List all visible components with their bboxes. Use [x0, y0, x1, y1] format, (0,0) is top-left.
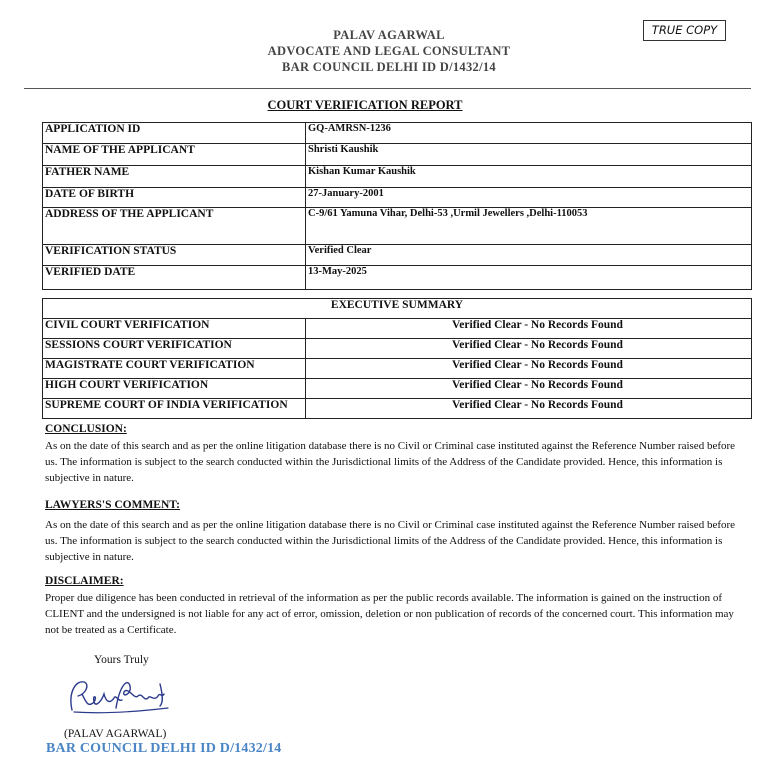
summary-value: Verified Clear - No Records Found: [306, 399, 752, 419]
table-row: [43, 359, 752, 379]
detail-value: C-9/61 Yamuna Vihar, Delhi-53 ,Urmil Jewellers ,Delhi-110053: [306, 208, 752, 245]
header-divider: [24, 88, 751, 89]
detail-label: VERIFIED DATE: [43, 266, 306, 290]
table-row: [43, 208, 752, 245]
detail-value: Kishan Kumar Kaushik: [306, 166, 752, 188]
detail-value: Shristi Kaushik: [306, 144, 752, 166]
detail-label: DATE OF BIRTH: [43, 188, 306, 208]
summary-value: Verified Clear - No Records Found: [306, 319, 752, 339]
disclaimer-heading: DISCLAIMER:: [45, 575, 124, 587]
detail-label: APPLICATION ID: [43, 123, 306, 144]
detail-label: FATHER NAME: [43, 166, 306, 188]
summary-label: CIVIL COURT VERIFICATION: [43, 319, 306, 339]
detail-label: ADDRESS OF THE APPLICANT: [43, 208, 306, 245]
detail-value: Verified Clear: [306, 245, 752, 266]
detail-label: VERIFICATION STATUS: [43, 245, 306, 266]
table-row: [43, 399, 752, 419]
table-row: [43, 319, 752, 339]
table-row: [43, 245, 752, 266]
executive-summary-table: [42, 298, 752, 419]
applicant-details-table: [42, 122, 752, 290]
detail-value: 27-January-2001: [306, 188, 752, 208]
signature: [64, 672, 174, 720]
table-row: [43, 188, 752, 208]
summary-value: Verified Clear - No Records Found: [306, 359, 752, 379]
summary-label: SUPREME COURT OF INDIA VERIFICATION: [43, 399, 306, 419]
summary-label: HIGH COURT VERIFICATION: [43, 379, 306, 399]
table-row: [43, 123, 752, 144]
summary-label: MAGISTRATE COURT VERIFICATION: [43, 359, 306, 379]
true-copy-stamp: TRUE COPY: [643, 20, 726, 41]
signatory-name: (PALAV AGARWAL): [64, 728, 167, 740]
summary-heading: EXECUTIVE SUMMARY: [43, 299, 752, 319]
summary-value: Verified Clear - No Records Found: [306, 379, 752, 399]
detail-label: NAME OF THE APPLICANT: [43, 144, 306, 166]
summary-label: SESSIONS COURT VERIFICATION: [43, 339, 306, 359]
conclusion-text: As on the date of this search and as per the online litigation database there is no Civil or Criminal case instituted against the Reference Number raised before us. The information is subject to the search conducted within the Jurisdictional limits of the Address of the Candidate provided. Hence, this information is subjective in nature.: [45, 440, 736, 484]
summary-value: Verified Clear - No Records Found: [306, 339, 752, 359]
detail-value: 13-May-2025: [306, 266, 752, 290]
table-row: [43, 166, 752, 188]
table-row: [43, 379, 752, 399]
table-row: [43, 144, 752, 166]
report-title: COURT VERIFICATION REPORT: [267, 98, 463, 112]
conclusion-heading: CONCLUSION:: [45, 423, 127, 435]
table-row: [43, 266, 752, 290]
lawyers-comment-heading: LAWYERS'S COMMENT:: [45, 499, 180, 511]
disclaimer-text: Proper due diligence has been conducted in retrieval of the information as per the public records available. The information is gained on the instruction of CLIENT and the undersigned is not liable for any act of error, omission, deletion or non publication of records of the concerned court. This information may not be treated as a Certificate.: [45, 592, 734, 636]
lawyers-comment-text: As on the date of this search and as per the online litigation database there is no Civil or Criminal case instituted against the Reference Number raised before us. The information is subject to the search conducted within the Jurisdictional limits of the Address of the Candidate provided. Hence, this information is subjective in nature.: [45, 519, 736, 563]
table-header-row: [43, 299, 752, 319]
footer-bar-council-id: BAR COUNCIL DELHI ID D/1432/14: [46, 741, 282, 756]
closing-text: Yours Truly: [94, 654, 149, 666]
table-row: [43, 339, 752, 359]
bar-council-id: BAR COUNCIL DELHI ID D/1432/14: [282, 60, 496, 74]
detail-value: GQ-AMRSN-1236: [306, 123, 752, 144]
firm-name: PALAV AGARWAL: [333, 28, 445, 42]
firm-role: ADVOCATE AND LEGAL CONSULTANT: [267, 44, 511, 58]
